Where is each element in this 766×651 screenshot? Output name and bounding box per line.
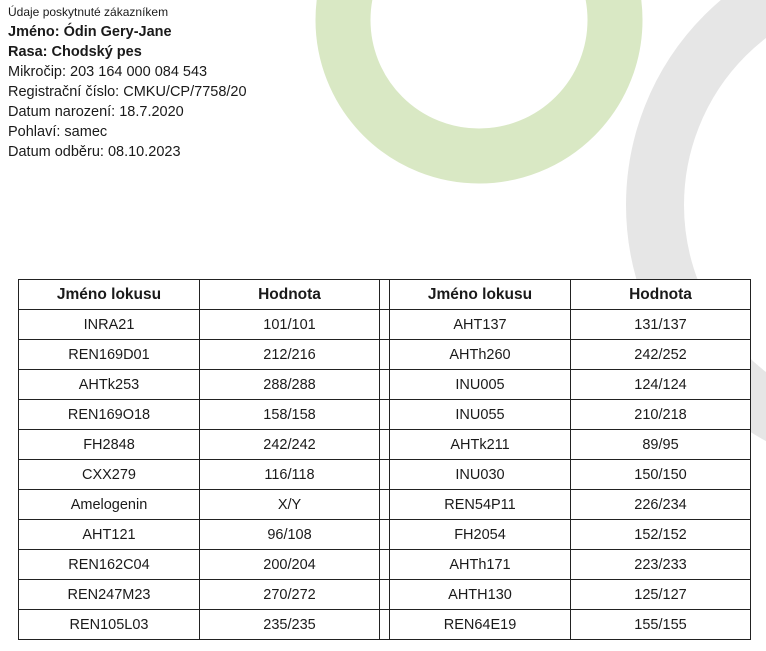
locus-value-left: 242/242 (200, 430, 380, 460)
locus-name-left: INRA21 (19, 310, 200, 340)
locus-name-left: REN247M23 (19, 580, 200, 610)
locus-name-right: AHTh260 (390, 340, 571, 370)
locus-name-left: REN169D01 (19, 340, 200, 370)
locus-value-right: 155/155 (571, 610, 751, 640)
locus-name-left: REN105L03 (19, 610, 200, 640)
locus-value-right: 124/124 (571, 370, 751, 400)
header-locus-name-left: Jméno lokusu (19, 280, 200, 310)
column-divider (380, 430, 390, 460)
locus-value-right: 242/252 (571, 340, 751, 370)
column-divider (380, 460, 390, 490)
locus-value-left: 200/204 (200, 550, 380, 580)
locus-value-left: 288/288 (200, 370, 380, 400)
locus-value-left: 116/118 (200, 460, 380, 490)
locus-name-left: FH2848 (19, 430, 200, 460)
table-row (19, 550, 751, 580)
locus-value-left: 270/272 (200, 580, 380, 610)
header-locus-name-right: Jméno lokusu (390, 280, 571, 310)
table-row (19, 430, 751, 460)
locus-value-right: 131/137 (571, 310, 751, 340)
table-row (19, 490, 751, 520)
customer-section-title: Údaje poskytnuté zákazníkem (8, 5, 169, 19)
column-divider (380, 310, 390, 340)
column-divider (380, 520, 390, 550)
column-divider (380, 610, 390, 640)
header-value-left: Hodnota (200, 280, 380, 310)
locus-name-right: AHTk211 (390, 430, 571, 460)
locus-value-left: 235/235 (200, 610, 380, 640)
locus-value-left: 101/101 (200, 310, 380, 340)
locus-value-right: 125/127 (571, 580, 751, 610)
dog-breed: Rasa: Chodský pes (8, 44, 142, 60)
table-row (19, 310, 751, 340)
header-value-right: Hodnota (571, 280, 751, 310)
column-divider (380, 490, 390, 520)
locus-name-right: AHTH130 (390, 580, 571, 610)
locus-name-right: AHTh171 (390, 550, 571, 580)
locus-value-left: 96/108 (200, 520, 380, 550)
locus-name-right: REN64E19 (390, 610, 571, 640)
column-divider (380, 400, 390, 430)
table-row (19, 370, 751, 400)
table-row (19, 460, 751, 490)
locus-value-left: 212/216 (200, 340, 380, 370)
locus-name-left: Amelogenin (19, 490, 200, 520)
locus-value-right: 226/234 (571, 490, 751, 520)
locus-name-right: INU030 (390, 460, 571, 490)
locus-name-left: REN169O18 (19, 400, 200, 430)
table-row (19, 340, 751, 370)
locus-value-right: 223/233 (571, 550, 751, 580)
table-row (19, 580, 751, 610)
locus-value-right: 210/218 (571, 400, 751, 430)
microchip: Mikročip: 203 164 000 084 543 (8, 64, 208, 80)
table-row (19, 400, 751, 430)
locus-name-right: FH2054 (390, 520, 571, 550)
locus-name-right: AHT137 (390, 310, 571, 340)
locus-name-left: REN162C04 (19, 550, 200, 580)
registration-number: Registrační číslo: CMKU/CP/7758/20 (8, 84, 247, 100)
column-divider (380, 370, 390, 400)
table-body (19, 310, 751, 640)
loci-table (18, 279, 751, 640)
table-header-row (19, 280, 751, 310)
locus-value-left: X/Y (200, 490, 380, 520)
locus-name-right: INU005 (390, 370, 571, 400)
column-divider (380, 340, 390, 370)
locus-name-left: AHT121 (19, 520, 200, 550)
table-row (19, 520, 751, 550)
sample-date: Datum odběru: 08.10.2023 (8, 144, 181, 160)
birth-date: Datum narození: 18.7.2020 (8, 104, 184, 120)
locus-value-right: 89/95 (571, 430, 751, 460)
column-divider (380, 550, 390, 580)
locus-name-right: REN54P11 (390, 490, 571, 520)
locus-name-left: AHTk253 (19, 370, 200, 400)
table-row (19, 610, 751, 640)
green-ring-decoration (343, 0, 615, 156)
dog-name: Jméno: Ódin Gery-Jane (8, 24, 172, 40)
column-divider (380, 280, 390, 310)
column-divider (380, 580, 390, 610)
sex: Pohlaví: samec (8, 124, 108, 140)
locus-name-right: INU055 (390, 400, 571, 430)
locus-name-left: CXX279 (19, 460, 200, 490)
customer-info (8, 4, 247, 162)
locus-value-right: 152/152 (571, 520, 751, 550)
locus-value-right: 150/150 (571, 460, 751, 490)
locus-value-left: 158/158 (200, 400, 380, 430)
